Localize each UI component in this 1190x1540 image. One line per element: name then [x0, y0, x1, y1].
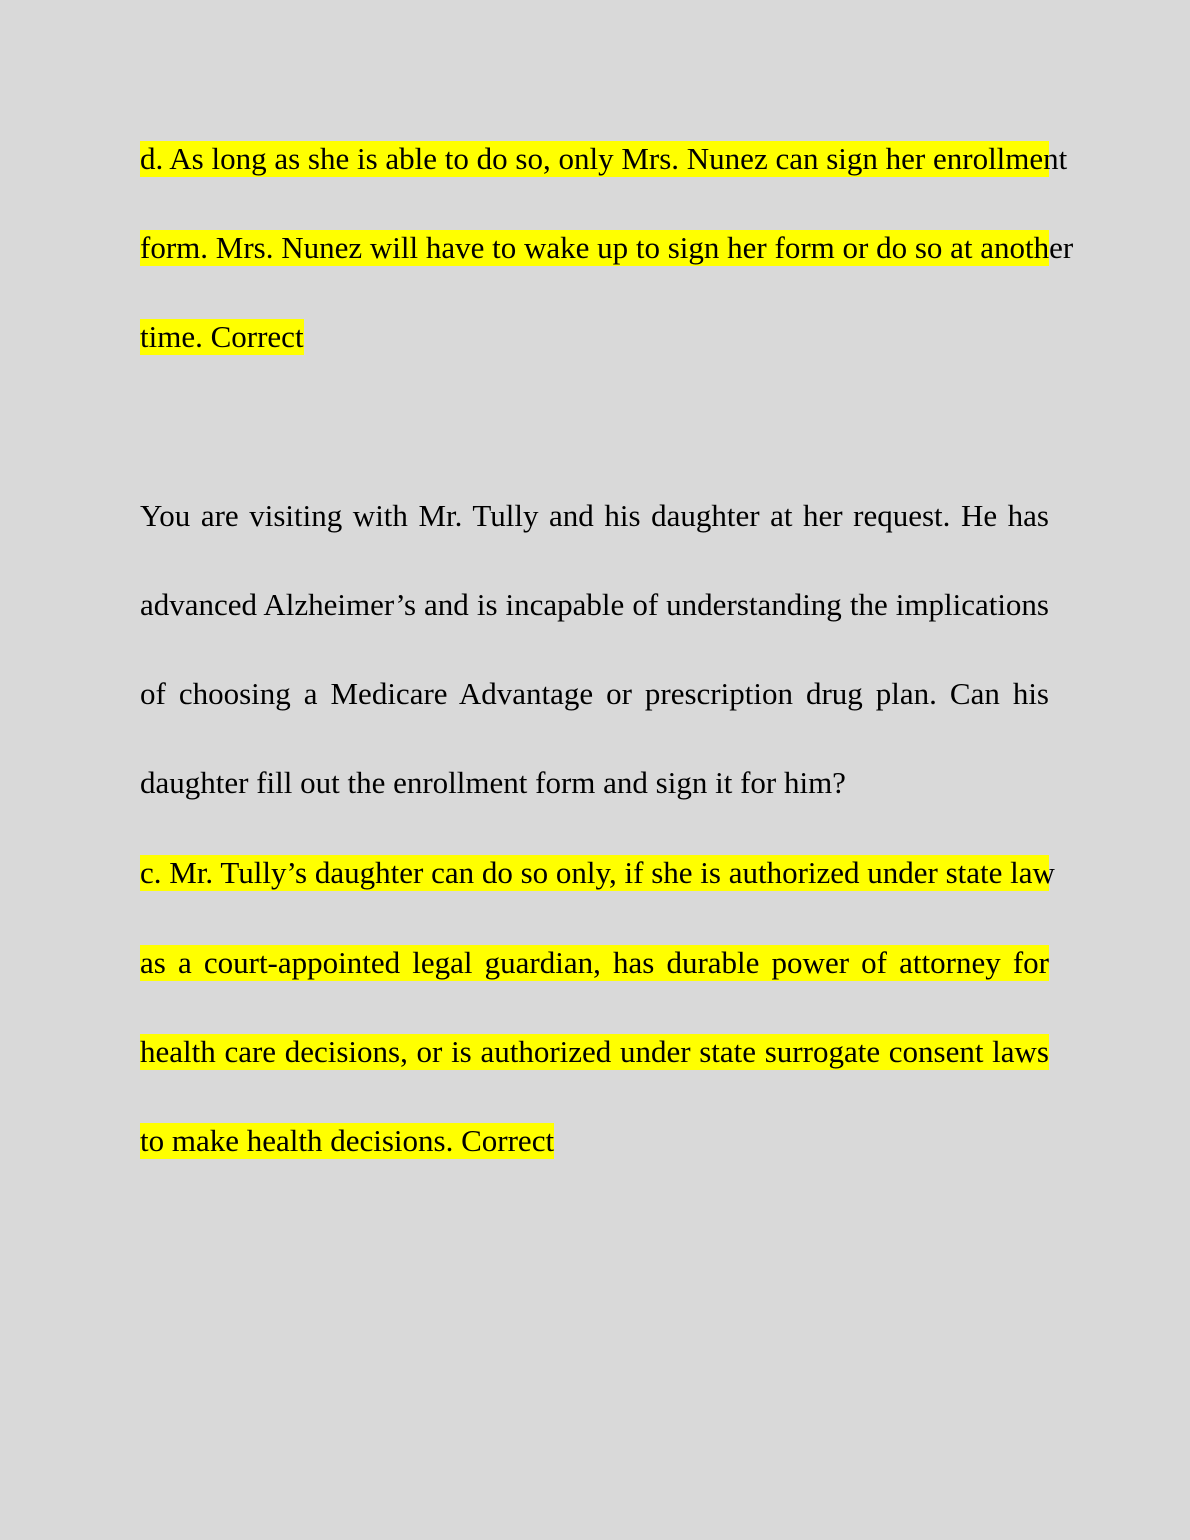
answer-c-line-2: as a court-appointed legal guardian, has durable power of attorney for — [140, 945, 1049, 980]
answer-c-line-3: health care decisions, or is authorized under state surrogate consent laws — [140, 1034, 1049, 1069]
answer-d-line-2: form. Mrs. Nunez will have to wake up to sign her form or do so at another — [140, 230, 1074, 265]
answer-d-line-1: d. As long as she is able to do so, only Mrs. Nunez can sign her enrollment — [140, 141, 1068, 176]
answer-d-line-3: time. Correct — [140, 319, 304, 354]
question-line-2: advanced Alzheimer’s and is incapable of understanding the implications — [140, 587, 1049, 622]
question-line-4: daughter fill out the enrollment form and sign it for him? — [140, 765, 846, 800]
question-line-1: You are visiting with Mr. Tully and his daughter at her request. He has — [140, 498, 1049, 533]
question-line-3: of choosing a Medicare Advantage or prescription drug plan. Can his — [140, 676, 1049, 711]
answer-c-line-4: to make health decisions. Correct — [140, 1123, 555, 1158]
answer-c-line-1: c. Mr. Tully’s daughter can do so only, if she is authorized under state law — [140, 855, 1055, 890]
